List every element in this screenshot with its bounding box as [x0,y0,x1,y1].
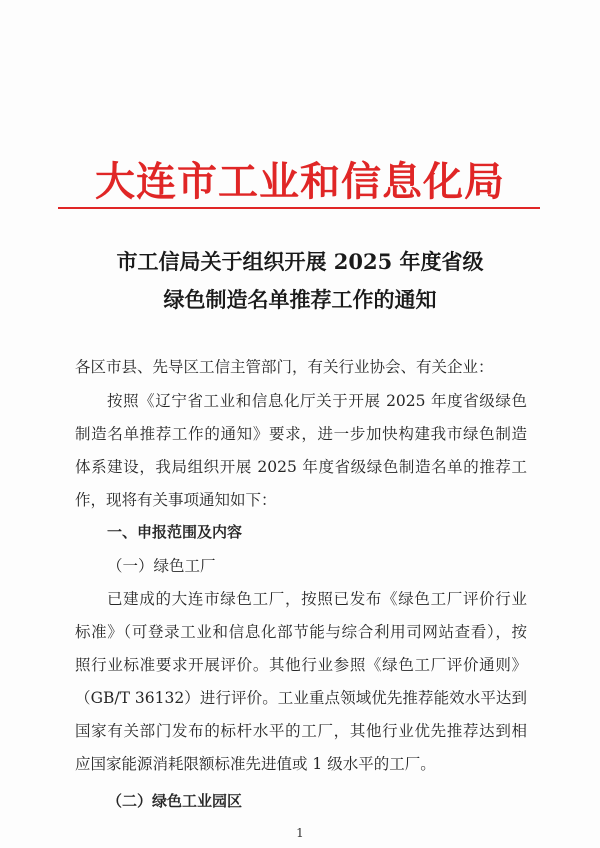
paragraph-1-line: 体系建设，我局组织开展 2025 年度省级绿色制造名单的推荐工 [75,458,527,476]
salutation: 各区市县、先导区工信主管部门，有关行业协会、有关企业： [75,358,494,376]
paragraph-2-line: （GB/T 36132）进行评价。工业重点领域优先推荐能效水平达到 [75,689,527,707]
paragraph-2-line: 应国家能源消耗限额标准先进值或 1 级水平的工厂。 [75,755,436,773]
document-title-line-2: 绿色制造名单推荐工作的通知 [163,287,437,312]
paragraph-2-line: 标准》（可登录工业和信息化部节能与综合利用司网站查看），按 [75,623,527,641]
header-divider [58,207,540,209]
page-number: 1 [296,826,304,840]
document-title-line-1: 市工信局关于组织开展 2025 年度省级 [116,249,484,274]
paragraph-2-line: 照行业标准要求开展评价。其他行业参照《绿色工厂评价通则》 [75,656,527,674]
paragraph-1-line: 按照《辽宁省工业和信息化厅关于开展 2025 年度省级绿色 [107,392,527,410]
subsection-2-heading: （二）绿色工业园区 [107,792,243,810]
paragraph-1-line: 制造名单推荐工作的通知》要求，进一步加快构建我市绿色制造 [75,425,527,443]
paragraph-2-line: 已建成的大连市绿色工厂，按照已发布《绿色工厂评价行业 [107,590,527,608]
organization-header: 大连市工业和信息化局 [95,158,505,205]
paragraph-2-line: 国家有关部门发布的标杆水平的工厂，其他行业优先推荐达到相 [75,722,527,740]
paragraph-1-line: 作，现将有关事项通知如下： [75,491,277,509]
subsection-1-heading: （一）绿色工厂 [107,557,216,575]
section-1-heading: 一、申报范围及内容 [107,523,243,541]
